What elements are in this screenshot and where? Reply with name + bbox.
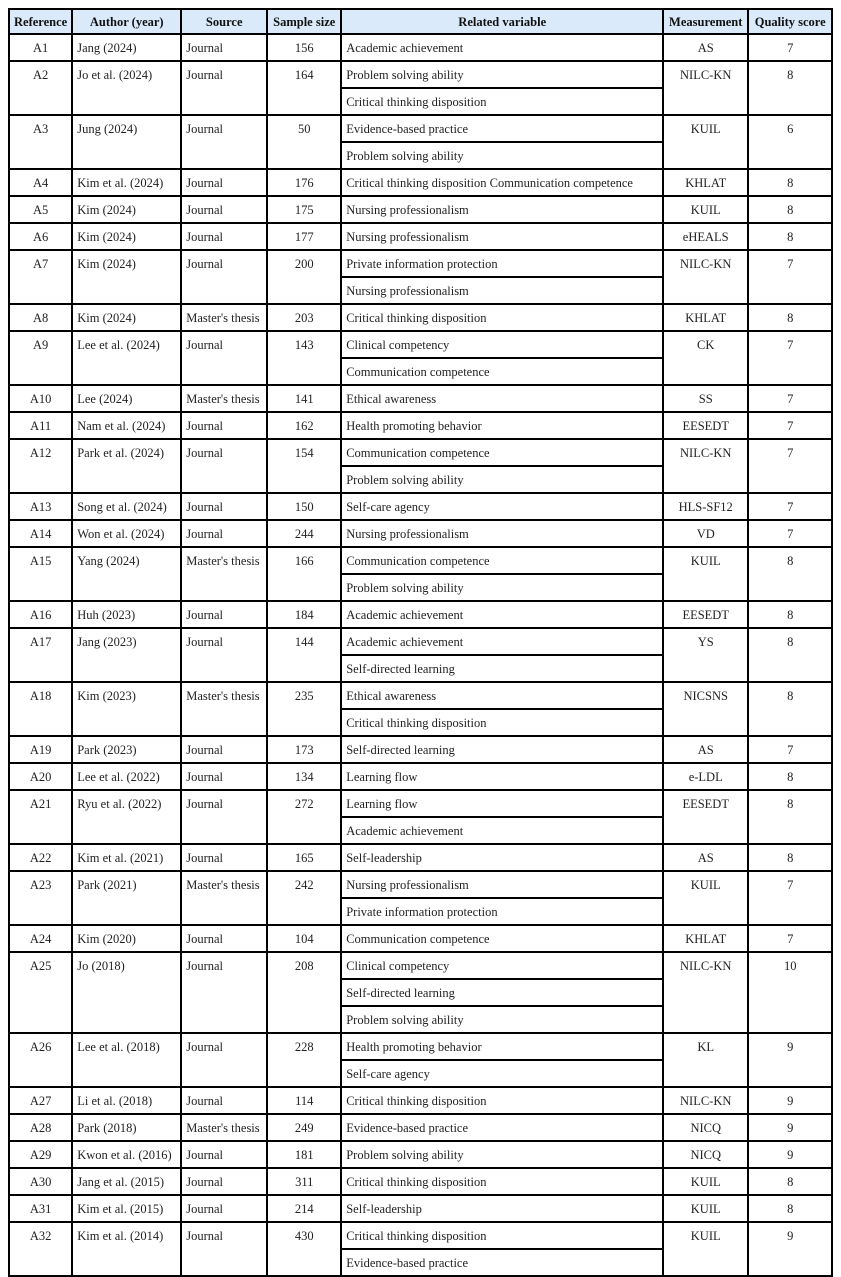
cell-source: Journal xyxy=(181,601,267,628)
cell-related-variable: Health promoting behavior xyxy=(341,412,663,439)
header-related-variable: Related variable xyxy=(341,9,663,34)
cell-measurement: NICQ xyxy=(663,1114,748,1141)
cell-measurement: YS xyxy=(663,628,748,682)
cell-sample-size: 244 xyxy=(267,520,341,547)
cell-source: Master's thesis xyxy=(181,871,267,925)
header-author-year: Author (year) xyxy=(72,9,181,34)
cell-author-year: Huh (2023) xyxy=(72,601,181,628)
cell-author-year: Kim et al. (2015) xyxy=(72,1195,181,1222)
cell-measurement: KHLAT xyxy=(663,169,748,196)
cell-sample-size: 166 xyxy=(267,547,341,601)
cell-quality-score: 9 xyxy=(748,1033,832,1087)
cell-author-year: Jang (2023) xyxy=(72,628,181,682)
cell-reference: A6 xyxy=(9,223,72,250)
cell-author-year: Nam et al. (2024) xyxy=(72,412,181,439)
cell-sample-size: 173 xyxy=(267,736,341,763)
table-row xyxy=(9,871,832,898)
cell-related-variable: Learning flow xyxy=(341,790,663,817)
cell-source: Journal xyxy=(181,520,267,547)
cell-source: Master's thesis xyxy=(181,1114,267,1141)
cell-author-year: Kim (2024) xyxy=(72,250,181,304)
cell-related-variable: Academic achievement xyxy=(341,628,663,655)
cell-measurement: KL xyxy=(663,1033,748,1087)
cell-sample-size: 175 xyxy=(267,196,341,223)
cell-related-variable: Self-directed learning xyxy=(341,736,663,763)
cell-sample-size: 430 xyxy=(267,1222,341,1276)
cell-source: Journal xyxy=(181,952,267,1033)
cell-source: Journal xyxy=(181,61,267,115)
table-row xyxy=(9,1114,832,1141)
cell-related-variable: Academic achievement xyxy=(341,34,663,61)
table-row xyxy=(9,61,832,88)
cell-sample-size: 134 xyxy=(267,763,341,790)
header-sample-size: Sample size xyxy=(267,9,341,34)
cell-author-year: Jang (2024) xyxy=(72,34,181,61)
cell-related-variable: Nursing professionalism xyxy=(341,520,663,547)
cell-related-variable: Critical thinking disposition xyxy=(341,1168,663,1195)
cell-author-year: Lee (2024) xyxy=(72,385,181,412)
table-row xyxy=(9,547,832,574)
cell-related-variable: Self-leadership xyxy=(341,1195,663,1222)
cell-measurement: eHEALS xyxy=(663,223,748,250)
cell-source: Journal xyxy=(181,1087,267,1114)
cell-author-year: Jang et al. (2015) xyxy=(72,1168,181,1195)
table-header xyxy=(9,9,832,34)
cell-measurement: EESEDT xyxy=(663,412,748,439)
cell-sample-size: 162 xyxy=(267,412,341,439)
cell-measurement: NILC-KN xyxy=(663,250,748,304)
cell-source: Journal xyxy=(181,925,267,952)
cell-sample-size: 143 xyxy=(267,331,341,385)
cell-quality-score: 6 xyxy=(748,115,832,169)
cell-reference: A2 xyxy=(9,61,72,115)
cell-quality-score: 7 xyxy=(748,250,832,304)
cell-reference: A23 xyxy=(9,871,72,925)
cell-related-variable: Private information protection xyxy=(341,250,663,277)
cell-author-year: Kim (2024) xyxy=(72,223,181,250)
cell-measurement: KUIL xyxy=(663,871,748,925)
table-row xyxy=(9,250,832,277)
cell-sample-size: 249 xyxy=(267,1114,341,1141)
cell-related-variable: Self-directed learning xyxy=(341,655,663,682)
cell-author-year: Park (2021) xyxy=(72,871,181,925)
cell-quality-score: 8 xyxy=(748,1168,832,1195)
cell-related-variable: Self-directed learning xyxy=(341,979,663,1006)
cell-reference: A30 xyxy=(9,1168,72,1195)
cell-related-variable: Academic achievement xyxy=(341,601,663,628)
cell-reference: A19 xyxy=(9,736,72,763)
cell-reference: A12 xyxy=(9,439,72,493)
cell-sample-size: 154 xyxy=(267,439,341,493)
cell-source: Journal xyxy=(181,1222,267,1276)
header-quality-score: Quality score xyxy=(748,9,832,34)
cell-measurement: NILC-KN xyxy=(663,61,748,115)
cell-quality-score: 7 xyxy=(748,412,832,439)
table-row xyxy=(9,952,832,979)
cell-related-variable: Clinical competency xyxy=(341,331,663,358)
studies-table xyxy=(8,8,833,1277)
cell-author-year: Jo (2018) xyxy=(72,952,181,1033)
cell-related-variable: Clinical competency xyxy=(341,952,663,979)
cell-sample-size: 181 xyxy=(267,1141,341,1168)
cell-reference: A20 xyxy=(9,763,72,790)
cell-related-variable: Critical thinking disposition xyxy=(341,1087,663,1114)
cell-author-year: Song et al. (2024) xyxy=(72,493,181,520)
cell-reference: A29 xyxy=(9,1141,72,1168)
table-row xyxy=(9,169,832,196)
cell-sample-size: 104 xyxy=(267,925,341,952)
table-row xyxy=(9,439,832,466)
cell-related-variable: Nursing professionalism xyxy=(341,196,663,223)
cell-author-year: Park et al. (2024) xyxy=(72,439,181,493)
cell-sample-size: 242 xyxy=(267,871,341,925)
cell-quality-score: 9 xyxy=(748,1222,832,1276)
cell-sample-size: 50 xyxy=(267,115,341,169)
cell-measurement: NILC-KN xyxy=(663,1087,748,1114)
cell-author-year: Li et al. (2018) xyxy=(72,1087,181,1114)
cell-measurement: VD xyxy=(663,520,748,547)
table-row xyxy=(9,682,832,709)
cell-reference: A32 xyxy=(9,1222,72,1276)
cell-quality-score: 9 xyxy=(748,1114,832,1141)
cell-related-variable: Learning flow xyxy=(341,763,663,790)
cell-related-variable: Critical thinking disposition xyxy=(341,304,663,331)
cell-reference: A26 xyxy=(9,1033,72,1087)
table-row xyxy=(9,1087,832,1114)
cell-related-variable: Critical thinking disposition xyxy=(341,88,663,115)
cell-author-year: Lee et al. (2022) xyxy=(72,763,181,790)
cell-related-variable: Evidence-based practice xyxy=(341,115,663,142)
cell-related-variable: Critical thinking disposition xyxy=(341,1222,663,1249)
cell-source: Journal xyxy=(181,196,267,223)
cell-source: Journal xyxy=(181,790,267,844)
cell-source: Journal xyxy=(181,493,267,520)
cell-related-variable: Nursing professionalism xyxy=(341,223,663,250)
table-row xyxy=(9,385,832,412)
cell-measurement: KHLAT xyxy=(663,304,748,331)
cell-related-variable: Critical thinking disposition xyxy=(341,709,663,736)
cell-source: Journal xyxy=(181,439,267,493)
table-row xyxy=(9,1033,832,1060)
cell-sample-size: 203 xyxy=(267,304,341,331)
cell-sample-size: 114 xyxy=(267,1087,341,1114)
table-row xyxy=(9,763,832,790)
cell-reference: A13 xyxy=(9,493,72,520)
table-row xyxy=(9,601,832,628)
cell-reference: A21 xyxy=(9,790,72,844)
table-row xyxy=(9,1195,832,1222)
table-row xyxy=(9,115,832,142)
cell-author-year: Ryu et al. (2022) xyxy=(72,790,181,844)
cell-reference: A10 xyxy=(9,385,72,412)
table-body xyxy=(9,34,832,1276)
header-measurement: Measurement xyxy=(663,9,748,34)
cell-source: Master's thesis xyxy=(181,682,267,736)
cell-author-year: Park (2023) xyxy=(72,736,181,763)
cell-related-variable: Communication competence xyxy=(341,925,663,952)
header-reference: Reference xyxy=(9,9,72,34)
cell-related-variable: Ethical awareness xyxy=(341,385,663,412)
cell-related-variable: Private information protection xyxy=(341,898,663,925)
cell-source: Journal xyxy=(181,250,267,304)
cell-reference: A28 xyxy=(9,1114,72,1141)
cell-measurement: NILC-KN xyxy=(663,952,748,1033)
cell-author-year: Lee et al. (2018) xyxy=(72,1033,181,1087)
cell-author-year: Lee et al. (2024) xyxy=(72,331,181,385)
cell-related-variable: Ethical awareness xyxy=(341,682,663,709)
cell-quality-score: 8 xyxy=(748,601,832,628)
cell-related-variable: Critical thinking disposition Communication competence xyxy=(341,169,663,196)
cell-measurement: KUIL xyxy=(663,196,748,223)
cell-related-variable: Problem solving ability xyxy=(341,574,663,601)
cell-sample-size: 228 xyxy=(267,1033,341,1087)
cell-measurement: EESEDT xyxy=(663,790,748,844)
cell-author-year: Yang (2024) xyxy=(72,547,181,601)
cell-sample-size: 150 xyxy=(267,493,341,520)
table-row xyxy=(9,1141,832,1168)
cell-quality-score: 8 xyxy=(748,304,832,331)
cell-measurement: AS xyxy=(663,34,748,61)
cell-reference: A7 xyxy=(9,250,72,304)
cell-source: Journal xyxy=(181,1141,267,1168)
cell-sample-size: 200 xyxy=(267,250,341,304)
header-source: Source xyxy=(181,9,267,34)
cell-sample-size: 272 xyxy=(267,790,341,844)
cell-quality-score: 7 xyxy=(748,520,832,547)
cell-reference: A22 xyxy=(9,844,72,871)
cell-related-variable: Problem solving ability xyxy=(341,1141,663,1168)
cell-measurement: KUIL xyxy=(663,1195,748,1222)
cell-source: Master's thesis xyxy=(181,385,267,412)
cell-reference: A17 xyxy=(9,628,72,682)
cell-related-variable: Academic achievement xyxy=(341,817,663,844)
table-row xyxy=(9,493,832,520)
cell-sample-size: 311 xyxy=(267,1168,341,1195)
cell-quality-score: 8 xyxy=(748,763,832,790)
table-row xyxy=(9,304,832,331)
cell-measurement: KUIL xyxy=(663,115,748,169)
cell-source: Journal xyxy=(181,1033,267,1087)
cell-quality-score: 8 xyxy=(748,682,832,736)
cell-quality-score: 7 xyxy=(748,439,832,493)
cell-reference: A18 xyxy=(9,682,72,736)
cell-quality-score: 8 xyxy=(748,196,832,223)
cell-measurement: KUIL xyxy=(663,1168,748,1195)
cell-source: Journal xyxy=(181,115,267,169)
cell-measurement: EESEDT xyxy=(663,601,748,628)
cell-reference: A15 xyxy=(9,547,72,601)
cell-related-variable: Problem solving ability xyxy=(341,1006,663,1033)
cell-quality-score: 8 xyxy=(748,223,832,250)
cell-sample-size: 176 xyxy=(267,169,341,196)
cell-author-year: Kim (2024) xyxy=(72,196,181,223)
cell-source: Journal xyxy=(181,763,267,790)
cell-measurement: SS xyxy=(663,385,748,412)
cell-quality-score: 8 xyxy=(748,547,832,601)
cell-reference: A27 xyxy=(9,1087,72,1114)
cell-measurement: CK xyxy=(663,331,748,385)
cell-related-variable: Communication competence xyxy=(341,439,663,466)
cell-quality-score: 8 xyxy=(748,1195,832,1222)
cell-author-year: Kim et al. (2024) xyxy=(72,169,181,196)
table-row xyxy=(9,34,832,61)
cell-source: Journal xyxy=(181,169,267,196)
cell-reference: A14 xyxy=(9,520,72,547)
table-row xyxy=(9,412,832,439)
cell-reference: A1 xyxy=(9,34,72,61)
cell-related-variable: Communication competence xyxy=(341,547,663,574)
cell-quality-score: 7 xyxy=(748,385,832,412)
table-row xyxy=(9,628,832,655)
cell-author-year: Kim et al. (2021) xyxy=(72,844,181,871)
cell-quality-score: 7 xyxy=(748,871,832,925)
cell-author-year: Kim (2023) xyxy=(72,682,181,736)
cell-related-variable: Problem solving ability xyxy=(341,61,663,88)
table-row xyxy=(9,331,832,358)
cell-reference: A8 xyxy=(9,304,72,331)
cell-reference: A24 xyxy=(9,925,72,952)
cell-measurement: e-LDL xyxy=(663,763,748,790)
cell-source: Journal xyxy=(181,331,267,385)
cell-quality-score: 8 xyxy=(748,844,832,871)
cell-related-variable: Self-care agency xyxy=(341,1060,663,1087)
cell-author-year: Jo et al. (2024) xyxy=(72,61,181,115)
cell-reference: A5 xyxy=(9,196,72,223)
cell-quality-score: 7 xyxy=(748,736,832,763)
cell-quality-score: 7 xyxy=(748,925,832,952)
cell-quality-score: 8 xyxy=(748,169,832,196)
cell-sample-size: 141 xyxy=(267,385,341,412)
cell-measurement: HLS-SF12 xyxy=(663,493,748,520)
cell-author-year: Kim (2024) xyxy=(72,304,181,331)
table-row xyxy=(9,844,832,871)
cell-related-variable: Evidence-based practice xyxy=(341,1114,663,1141)
cell-quality-score: 7 xyxy=(748,331,832,385)
cell-measurement: KUIL xyxy=(663,547,748,601)
cell-sample-size: 156 xyxy=(267,34,341,61)
cell-quality-score: 9 xyxy=(748,1141,832,1168)
cell-sample-size: 165 xyxy=(267,844,341,871)
cell-related-variable: Problem solving ability xyxy=(341,142,663,169)
cell-quality-score: 7 xyxy=(748,493,832,520)
cell-source: Master's thesis xyxy=(181,304,267,331)
cell-sample-size: 144 xyxy=(267,628,341,682)
cell-reference: A31 xyxy=(9,1195,72,1222)
cell-reference: A25 xyxy=(9,952,72,1033)
cell-author-year: Kim (2020) xyxy=(72,925,181,952)
cell-sample-size: 208 xyxy=(267,952,341,1033)
cell-measurement: KHLAT xyxy=(663,925,748,952)
cell-related-variable: Evidence-based practice xyxy=(341,1249,663,1276)
cell-quality-score: 10 xyxy=(748,952,832,1033)
cell-quality-score: 8 xyxy=(748,61,832,115)
cell-author-year: Won et al. (2024) xyxy=(72,520,181,547)
table-row xyxy=(9,925,832,952)
cell-related-variable: Health promoting behavior xyxy=(341,1033,663,1060)
table-row xyxy=(9,1222,832,1249)
cell-source: Journal xyxy=(181,1195,267,1222)
table-row xyxy=(9,196,832,223)
cell-author-year: Jung (2024) xyxy=(72,115,181,169)
cell-sample-size: 214 xyxy=(267,1195,341,1222)
cell-quality-score: 8 xyxy=(748,628,832,682)
cell-reference: A11 xyxy=(9,412,72,439)
cell-related-variable: Nursing professionalism xyxy=(341,277,663,304)
header-row xyxy=(9,9,832,34)
cell-sample-size: 164 xyxy=(267,61,341,115)
cell-source: Journal xyxy=(181,412,267,439)
cell-related-variable: Self-care agency xyxy=(341,493,663,520)
cell-author-year: Kim et al. (2014) xyxy=(72,1222,181,1276)
cell-measurement: AS xyxy=(663,844,748,871)
cell-quality-score: 8 xyxy=(748,790,832,844)
table-row xyxy=(9,223,832,250)
cell-source: Journal xyxy=(181,736,267,763)
cell-quality-score: 9 xyxy=(748,1087,832,1114)
cell-reference: A16 xyxy=(9,601,72,628)
cell-author-year: Kwon et al. (2016) xyxy=(72,1141,181,1168)
cell-source: Journal xyxy=(181,223,267,250)
cell-measurement: AS xyxy=(663,736,748,763)
cell-source: Journal xyxy=(181,1168,267,1195)
cell-reference: A4 xyxy=(9,169,72,196)
cell-source: Journal xyxy=(181,34,267,61)
cell-sample-size: 235 xyxy=(267,682,341,736)
cell-sample-size: 184 xyxy=(267,601,341,628)
table-row xyxy=(9,1168,832,1195)
cell-measurement: KUIL xyxy=(663,1222,748,1276)
cell-source: Master's thesis xyxy=(181,547,267,601)
cell-author-year: Park (2018) xyxy=(72,1114,181,1141)
cell-related-variable: Problem solving ability xyxy=(341,466,663,493)
cell-quality-score: 7 xyxy=(748,34,832,61)
cell-sample-size: 177 xyxy=(267,223,341,250)
cell-reference: A3 xyxy=(9,115,72,169)
cell-related-variable: Communication competence xyxy=(341,358,663,385)
cell-measurement: NICQ xyxy=(663,1141,748,1168)
cell-reference: A9 xyxy=(9,331,72,385)
table-row xyxy=(9,736,832,763)
cell-measurement: NILC-KN xyxy=(663,439,748,493)
cell-measurement: NICSNS xyxy=(663,682,748,736)
cell-related-variable: Nursing professionalism xyxy=(341,871,663,898)
table-row xyxy=(9,520,832,547)
cell-related-variable: Self-leadership xyxy=(341,844,663,871)
cell-source: Journal xyxy=(181,628,267,682)
cell-source: Journal xyxy=(181,844,267,871)
table-row xyxy=(9,790,832,817)
